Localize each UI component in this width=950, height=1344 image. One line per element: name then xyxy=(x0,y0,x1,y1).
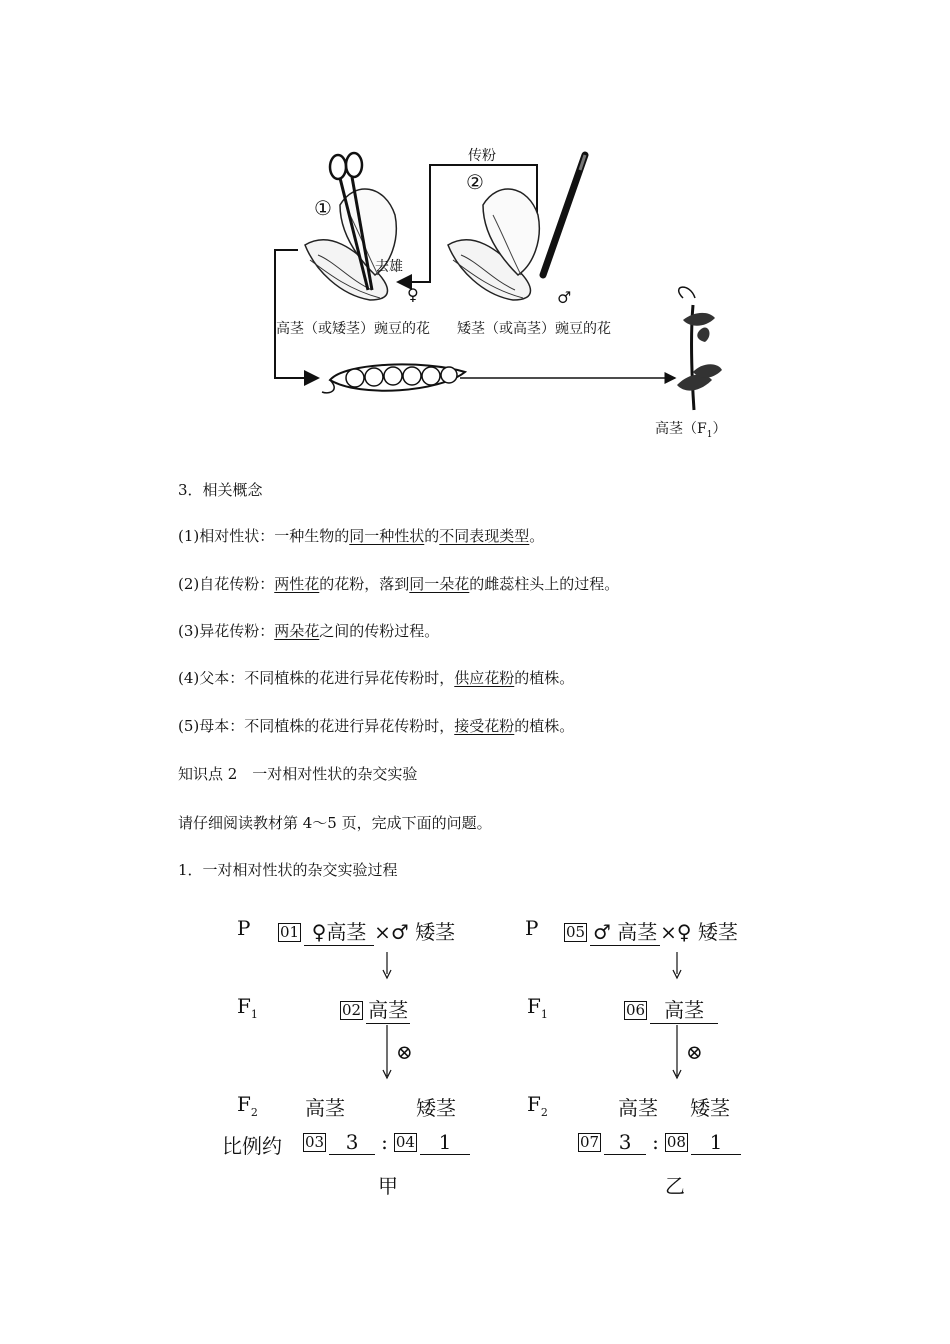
concept-item-1: (1)相对性状：一种生物的同一种性状的不同表现类型。 xyxy=(178,527,545,545)
right-row-f2: $F_2$ xyxy=(527,1092,548,1119)
ratio-label: 比例约 xyxy=(222,1134,282,1158)
label-pollinate: 传粉 xyxy=(468,148,496,164)
left-p-parent1: ♀高茎 xyxy=(304,916,374,946)
knowledge2-sub1: 1．一对相对性状的杂交实验过程 xyxy=(178,861,398,879)
answer-box-06: 06 xyxy=(626,1001,646,1019)
concept-item-4: (4)父本：不同植株的花进行异花传粉时，供应花粉的植株。 xyxy=(178,669,575,687)
knowledge2-heading: 知识点 2 一对相对性状的杂交实验 xyxy=(178,765,418,783)
answer-box-02: 02 xyxy=(342,1001,362,1019)
left-ratio: 03 3 : 04 1 xyxy=(303,1130,470,1155)
seed-pod-icon xyxy=(322,364,465,392)
cross-path xyxy=(275,250,318,378)
figure-drawing xyxy=(0,0,950,460)
concept-item-3: (3)异花传粉：两朵花之间的传粉过程。 xyxy=(178,622,440,640)
label-male: ♂ xyxy=(557,288,572,307)
cross-diagrams xyxy=(0,900,950,1200)
section3-heading: 3．相关概念 xyxy=(178,481,263,499)
left-self-symbol: ⊗ xyxy=(396,1040,413,1064)
concept-item-5: (5)母本：不同植株的花进行异花传粉时，接受花粉的植株。 xyxy=(178,717,575,735)
right-self-symbol: ⊗ xyxy=(686,1040,703,1064)
answer-box-04: 04 xyxy=(395,1133,415,1151)
right-f1: 06 高茎 xyxy=(624,994,718,1024)
answer-box-07: 07 xyxy=(580,1133,600,1151)
cross-arrows xyxy=(0,900,950,1200)
left-diagram-name: 甲 xyxy=(378,1174,398,1198)
right-diagram-name: 乙 xyxy=(665,1174,685,1198)
right-ratio: 07 3 : 08 1 xyxy=(578,1130,741,1155)
label-female: ♀ xyxy=(407,285,419,304)
left-row-p: P xyxy=(237,916,251,940)
answer-box-05: 05 xyxy=(566,923,586,941)
right-row-p: P xyxy=(525,916,539,940)
left-f2-short: 矮茎 xyxy=(416,1096,456,1120)
answer-box-08: 08 xyxy=(666,1133,686,1151)
left-p-cross: 01 ♀高茎 ×♂ 矮茎 xyxy=(278,916,455,946)
right-p-cross: 05 ♂ 高茎 ×♀ 矮茎 xyxy=(564,916,738,946)
left-f1: 02 高茎 xyxy=(340,994,410,1024)
left-row-f1: $F_1$ xyxy=(237,994,258,1021)
caption-f1: 高茎$(F_1)$ xyxy=(655,421,727,440)
caption-right: 矮茎（或高茎）豌豆的花 xyxy=(457,321,611,337)
right-row-f1: $F_1$ xyxy=(527,994,548,1021)
flower-right-icon xyxy=(448,189,539,300)
caption-left: 高茎（或矮茎）豌豆的花 xyxy=(276,321,430,337)
right-f2-short: 矮茎 xyxy=(690,1096,730,1120)
right-p-parent2: ♀ 矮茎 xyxy=(676,920,738,944)
label-emasculate: 去雄 xyxy=(375,259,403,275)
right-f2-tall: 高茎 xyxy=(618,1096,658,1120)
left-f2-tall: 高茎 xyxy=(305,1096,345,1120)
right-p-parent1: ♂ 高茎 xyxy=(590,916,660,946)
left-row-f2: $F_2$ xyxy=(237,1092,258,1119)
label-step1: ① xyxy=(314,196,332,220)
pea-hybridization-figure xyxy=(0,0,950,460)
answer-box-03: 03 xyxy=(305,1133,325,1151)
label-step2: ② xyxy=(466,170,484,194)
brush-icon xyxy=(543,155,585,275)
f1-plant-icon xyxy=(677,287,722,410)
answer-box-01: 01 xyxy=(280,923,300,941)
concept-item-2: (2)自花传粉：两性花的花粉，落到同一朵花的雌蕊柱头上的过程。 xyxy=(178,575,620,593)
knowledge2-instruction: 请仔细阅读教材第 4～5 页，完成下面的问题。 xyxy=(178,814,492,832)
left-p-parent2: ♂ 矮茎 xyxy=(390,920,456,944)
